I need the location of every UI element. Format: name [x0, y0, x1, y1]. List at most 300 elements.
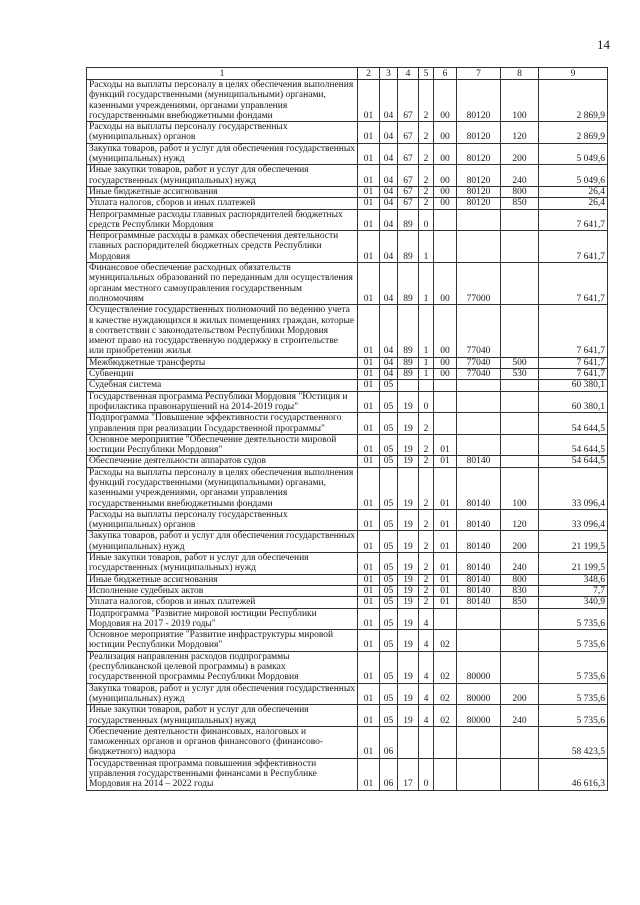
section-code: 01 — [358, 186, 380, 197]
section-code: 01 — [358, 305, 380, 357]
program-code: 17 — [398, 758, 419, 790]
amount: 340,9 — [539, 597, 608, 608]
amount: 5 735,6 — [539, 630, 608, 652]
expense-type-code: 530 — [501, 369, 539, 380]
table-row — [87, 509, 608, 531]
program-code: 67 — [398, 165, 419, 187]
amount: 21 199,5 — [539, 553, 608, 575]
program-code: 19 — [398, 391, 419, 413]
subprogram-code: 1 — [419, 369, 434, 380]
event-code: 01 — [434, 434, 457, 456]
direction-code: 80140 — [457, 574, 501, 585]
subsection-code: 05 — [380, 705, 398, 727]
subprogram-code: 2 — [419, 509, 434, 531]
direction-code — [457, 758, 501, 790]
program-code: 19 — [398, 608, 419, 630]
subsection-code: 05 — [380, 456, 398, 467]
section-code: 01 — [358, 585, 380, 596]
expense-type-code: 100 — [501, 80, 539, 122]
expense-type-code — [501, 608, 539, 630]
subsection-code: 05 — [380, 434, 398, 456]
amount: 60 380,1 — [539, 391, 608, 413]
table-row — [87, 531, 608, 553]
column-header: 7 — [457, 68, 501, 80]
subprogram-code: 4 — [419, 683, 434, 705]
amount: 2 869,9 — [539, 122, 608, 144]
event-code: 02 — [434, 630, 457, 652]
amount: 26,4 — [539, 186, 608, 197]
direction-code: 77000 — [457, 263, 501, 305]
subsection-code: 05 — [380, 509, 398, 531]
section-code: 01 — [358, 198, 380, 209]
event-code — [434, 413, 457, 435]
subprogram-code: 1 — [419, 357, 434, 368]
subsection-code: 05 — [380, 651, 398, 683]
table-row — [87, 434, 608, 456]
program-code — [398, 380, 419, 391]
section-code: 01 — [358, 357, 380, 368]
subsection-code: 05 — [380, 553, 398, 575]
subprogram-code: 2 — [419, 531, 434, 553]
amount: 58 423,5 — [539, 726, 608, 758]
amount: 7 641,7 — [539, 263, 608, 305]
amount: 33 096,4 — [539, 467, 608, 509]
expense-type-code: 120 — [501, 122, 539, 144]
program-code: 19 — [398, 705, 419, 727]
program-code: 19 — [398, 683, 419, 705]
subsection-code: 05 — [380, 630, 398, 652]
direction-code: 80120 — [457, 198, 501, 209]
event-code — [434, 726, 457, 758]
subsection-code: 05 — [380, 467, 398, 509]
table-row — [87, 305, 608, 357]
expense-type-code: 200 — [501, 143, 539, 165]
row-name: Закупка товаров, работ и услуг для обеспечения государственных (муниципальных) нужд — [87, 143, 358, 165]
direction-code: 80140 — [457, 597, 501, 608]
subprogram-code — [419, 380, 434, 391]
section-code: 01 — [358, 574, 380, 585]
program-code: 67 — [398, 198, 419, 209]
amount: 7 641,7 — [539, 209, 608, 231]
expense-type-code: 800 — [501, 574, 539, 585]
subprogram-code: 2 — [419, 165, 434, 187]
direction-code: 77040 — [457, 305, 501, 357]
amount: 21 199,5 — [539, 531, 608, 553]
program-code: 19 — [398, 434, 419, 456]
table-row — [87, 726, 608, 758]
row-name: Иные закупки товаров, работ и услуг для обеспечения государственных (муниципальных) нужд — [87, 165, 358, 187]
subprogram-code: 2 — [419, 434, 434, 456]
direction-code: 80120 — [457, 186, 501, 197]
section-code: 01 — [358, 165, 380, 187]
amount: 54 644,5 — [539, 434, 608, 456]
subprogram-code: 1 — [419, 305, 434, 357]
row-name: Уплата налогов, сборов и иных платежей — [87, 597, 358, 608]
column-header: 8 — [501, 68, 539, 80]
subsection-code: 05 — [380, 597, 398, 608]
event-code: 00 — [434, 263, 457, 305]
table-row — [87, 122, 608, 144]
subsection-code: 04 — [380, 165, 398, 187]
section-code: 01 — [358, 608, 380, 630]
subprogram-code: 2 — [419, 574, 434, 585]
expense-type-code — [501, 231, 539, 263]
program-code: 67 — [398, 80, 419, 122]
amount: 54 644,5 — [539, 456, 608, 467]
event-code — [434, 380, 457, 391]
table-row — [87, 380, 608, 391]
program-code: 19 — [398, 651, 419, 683]
program-code: 89 — [398, 209, 419, 231]
subprogram-code: 2 — [419, 456, 434, 467]
subsection-code: 04 — [380, 209, 398, 231]
row-name: Подпрограмма "Развитие мировой юстиции Республики Мордовия на 2017 - 2019 годы" — [87, 608, 358, 630]
direction-code: 80120 — [457, 122, 501, 144]
section-code: 01 — [358, 531, 380, 553]
subprogram-code: 4 — [419, 651, 434, 683]
table-row — [87, 705, 608, 727]
expense-type-code: 830 — [501, 585, 539, 596]
amount: 5 735,6 — [539, 651, 608, 683]
expense-type-code — [501, 305, 539, 357]
table-row — [87, 456, 608, 467]
column-header: 3 — [380, 68, 398, 80]
program-code: 89 — [398, 263, 419, 305]
subprogram-code: 2 — [419, 413, 434, 435]
direction-code: 80140 — [457, 456, 501, 467]
event-code: 01 — [434, 456, 457, 467]
table-row — [87, 608, 608, 630]
subsection-code: 04 — [380, 231, 398, 263]
expense-type-code — [501, 391, 539, 413]
expense-type-code — [501, 726, 539, 758]
amount: 348,6 — [539, 574, 608, 585]
subsection-code: 05 — [380, 683, 398, 705]
row-name: Судебная система — [87, 380, 358, 391]
direction-code: 80000 — [457, 705, 501, 727]
subprogram-code: 0 — [419, 758, 434, 790]
column-header: 9 — [539, 68, 608, 80]
section-code: 01 — [358, 509, 380, 531]
expense-type-code: 500 — [501, 357, 539, 368]
program-code: 89 — [398, 369, 419, 380]
expense-type-code — [501, 413, 539, 435]
event-code: 00 — [434, 357, 457, 368]
direction-code: 80120 — [457, 143, 501, 165]
section-code: 01 — [358, 705, 380, 727]
subprogram-code: 4 — [419, 705, 434, 727]
event-code — [434, 391, 457, 413]
event-code: 01 — [434, 585, 457, 596]
program-code: 19 — [398, 413, 419, 435]
row-name: Государственная программа Республики Мордовия "Юстиция и профилактика правонарушений на 2014-2019 годы" — [87, 391, 358, 413]
direction-code: 80120 — [457, 80, 501, 122]
direction-code: 80120 — [457, 165, 501, 187]
program-code: 67 — [398, 186, 419, 197]
section-code: 01 — [358, 122, 380, 144]
program-code: 89 — [398, 305, 419, 357]
table-row — [87, 80, 608, 122]
event-code: 00 — [434, 369, 457, 380]
event-code: 01 — [434, 574, 457, 585]
subprogram-code: 4 — [419, 630, 434, 652]
section-code: 01 — [358, 434, 380, 456]
row-name: Закупка товаров, работ и услуг для обеспечения государственных (муниципальных) нужд — [87, 683, 358, 705]
subsection-code: 05 — [380, 380, 398, 391]
subprogram-code: 2 — [419, 585, 434, 596]
table-header-row — [87, 68, 608, 80]
row-name: Закупка товаров, работ и услуг для обеспечения государственных (муниципальных) нужд — [87, 531, 358, 553]
direction-code — [457, 380, 501, 391]
section-code: 01 — [358, 651, 380, 683]
direction-code — [457, 726, 501, 758]
subsection-code: 05 — [380, 574, 398, 585]
program-code: 89 — [398, 357, 419, 368]
amount: 7 641,7 — [539, 369, 608, 380]
row-name: Иные бюджетные ассигнования — [87, 186, 358, 197]
event-code: 00 — [434, 143, 457, 165]
subsection-code: 04 — [380, 357, 398, 368]
subsection-code: 04 — [380, 198, 398, 209]
column-header: 5 — [419, 68, 434, 80]
direction-code — [457, 630, 501, 652]
column-header: 1 — [87, 68, 358, 80]
table-row — [87, 209, 608, 231]
program-code: 19 — [398, 467, 419, 509]
direction-code: 77040 — [457, 357, 501, 368]
subsection-code: 04 — [380, 369, 398, 380]
subsection-code: 06 — [380, 758, 398, 790]
column-header: 4 — [398, 68, 419, 80]
expense-type-code: 800 — [501, 186, 539, 197]
expense-type-code: 200 — [501, 683, 539, 705]
subprogram-code: 2 — [419, 122, 434, 144]
direction-code: 80140 — [457, 531, 501, 553]
event-code: 01 — [434, 553, 457, 575]
row-name: Обеспечение деятельности аппаратов судов — [87, 456, 358, 467]
subprogram-code: 2 — [419, 80, 434, 122]
direction-code: 80140 — [457, 585, 501, 596]
program-code: 19 — [398, 509, 419, 531]
subprogram-code: 2 — [419, 143, 434, 165]
column-header: 2 — [358, 68, 380, 80]
subprogram-code: 0 — [419, 391, 434, 413]
table-row — [87, 585, 608, 596]
event-code: 02 — [434, 683, 457, 705]
event-code: 01 — [434, 509, 457, 531]
program-code: 19 — [398, 574, 419, 585]
expense-type-code: 200 — [501, 531, 539, 553]
table-row — [87, 413, 608, 435]
direction-code: 80140 — [457, 467, 501, 509]
subsection-code: 04 — [380, 263, 398, 305]
section-code: 01 — [358, 683, 380, 705]
table-row — [87, 143, 608, 165]
page-number: 14 — [597, 37, 610, 52]
row-name: Осуществление государственных полномочий по ведению учета в качестве нуждающихся в жилых помещениях граждан, которые в соответствии с законодательством Республики Мордовия имеют право на государственную поддержку в строительстве или приобретении жилья — [87, 305, 358, 357]
table-row — [87, 574, 608, 585]
subsection-code: 04 — [380, 305, 398, 357]
program-code: 19 — [398, 456, 419, 467]
subsection-code: 06 — [380, 726, 398, 758]
amount: 2 869,9 — [539, 80, 608, 122]
expense-type-code: 240 — [501, 553, 539, 575]
amount: 5 049,6 — [539, 143, 608, 165]
expense-type-code: 240 — [501, 165, 539, 187]
amount: 5 735,6 — [539, 608, 608, 630]
row-name: Непрограммные расходы главных распорядителей бюджетных средств Республики Мордовия — [87, 209, 358, 231]
table-row — [87, 186, 608, 197]
table-row — [87, 198, 608, 209]
subprogram-code — [419, 726, 434, 758]
expense-type-code — [501, 209, 539, 231]
event-code — [434, 758, 457, 790]
event-code: 01 — [434, 597, 457, 608]
amount: 5 049,6 — [539, 165, 608, 187]
expense-type-code: 850 — [501, 198, 539, 209]
amount: 60 380,1 — [539, 380, 608, 391]
direction-code — [457, 608, 501, 630]
section-code: 01 — [358, 597, 380, 608]
row-name: Расходы на выплаты персоналу в целях обеспечения выполнения функций государственными (муниципальными) органами, казенными учреждениями, органами управления государственными внебюджетными фондами — [87, 80, 358, 122]
program-code: 19 — [398, 597, 419, 608]
subprogram-code: 2 — [419, 553, 434, 575]
event-code: 02 — [434, 705, 457, 727]
subsection-code: 04 — [380, 186, 398, 197]
row-name: Государственная программа повышения эффективности управления государственными финансами в Республике Мордовия на 2014 – 2022 годы — [87, 758, 358, 790]
subsection-code: 05 — [380, 608, 398, 630]
amount: 26,4 — [539, 198, 608, 209]
row-name: Расходы на выплаты персоналу государственных (муниципальных) органов — [87, 122, 358, 144]
row-name: Иные закупки товаров, работ и услуг для обеспечения государственных (муниципальных) нужд — [87, 705, 358, 727]
direction-code — [457, 434, 501, 456]
expense-type-code: 240 — [501, 705, 539, 727]
event-code: 00 — [434, 186, 457, 197]
subprogram-code: 2 — [419, 467, 434, 509]
amount: 7 641,7 — [539, 357, 608, 368]
table-row — [87, 231, 608, 263]
event-code: 00 — [434, 80, 457, 122]
section-code: 01 — [358, 726, 380, 758]
program-code — [398, 726, 419, 758]
amount: 7,7 — [539, 585, 608, 596]
expense-type-code — [501, 758, 539, 790]
row-name: Финансовое обеспечение расходных обязательств муниципальных образований по переданным для осуществления органам местного самоуправления государственным полномочиям — [87, 263, 358, 305]
section-code: 01 — [358, 380, 380, 391]
section-code: 01 — [358, 467, 380, 509]
event-code: 00 — [434, 198, 457, 209]
event-code: 00 — [434, 165, 457, 187]
row-name: Расходы на выплаты персоналу в целях обеспечения выполнения функций государственными (муниципальными) органами, казенными учреждениями, органами управления государственными внебюджетными фондами — [87, 467, 358, 509]
amount: 46 616,3 — [539, 758, 608, 790]
table-row — [87, 758, 608, 790]
subprogram-code: 4 — [419, 608, 434, 630]
direction-code — [457, 391, 501, 413]
table-row — [87, 391, 608, 413]
row-name: Обеспечение деятельности финансовых, налоговых и таможенных органов и органов финансового (финансово-бюджетного) надзора — [87, 726, 358, 758]
table-row — [87, 263, 608, 305]
expense-type-code — [501, 263, 539, 305]
table-row — [87, 651, 608, 683]
direction-code: 80140 — [457, 509, 501, 531]
event-code — [434, 209, 457, 231]
event-code — [434, 608, 457, 630]
amount: 5 735,6 — [539, 705, 608, 727]
table-row — [87, 357, 608, 368]
event-code: 01 — [434, 467, 457, 509]
amount: 7 641,7 — [539, 231, 608, 263]
row-name: Реализация направления расходов подпрограммы (республиканской целевой программы) в рамках государственной программы Республики Мордовия — [87, 651, 358, 683]
direction-code — [457, 209, 501, 231]
event-code: 00 — [434, 305, 457, 357]
expense-type-code — [501, 380, 539, 391]
program-code: 89 — [398, 231, 419, 263]
section-code: 01 — [358, 391, 380, 413]
subprogram-code: 2 — [419, 186, 434, 197]
direction-code — [457, 231, 501, 263]
row-name: Основное мероприятие "Развитие инфраструктуры мировой юстиции Республики Мордовия" — [87, 630, 358, 652]
program-code: 19 — [398, 531, 419, 553]
direction-code: 80140 — [457, 553, 501, 575]
row-name: Расходы на выплаты персоналу государственных (муниципальных) органов — [87, 509, 358, 531]
expense-type-code — [501, 651, 539, 683]
program-code: 19 — [398, 553, 419, 575]
section-code: 01 — [358, 630, 380, 652]
expense-type-code: 120 — [501, 509, 539, 531]
section-code: 01 — [358, 369, 380, 380]
subsection-code: 05 — [380, 531, 398, 553]
row-name: Непрограммные расходы в рамках обеспечения деятельности главных распорядителей бюджетных средств Республики Мордовия — [87, 231, 358, 263]
subprogram-code: 1 — [419, 231, 434, 263]
column-header: 6 — [434, 68, 457, 80]
event-code: 02 — [434, 651, 457, 683]
subsection-code: 04 — [380, 143, 398, 165]
amount: 5 735,6 — [539, 683, 608, 705]
section-code: 01 — [358, 413, 380, 435]
program-code: 19 — [398, 630, 419, 652]
subprogram-code: 2 — [419, 597, 434, 608]
row-name: Подпрограмма "Повышение эффективности государственного управления при реализации Государственной программы" — [87, 413, 358, 435]
direction-code: 77040 — [457, 369, 501, 380]
program-code: 67 — [398, 143, 419, 165]
expense-type-code — [501, 434, 539, 456]
event-code: 01 — [434, 531, 457, 553]
subprogram-code: 0 — [419, 209, 434, 231]
row-name: Иные бюджетные ассигнования — [87, 574, 358, 585]
row-name: Исполнение судебных актов — [87, 585, 358, 596]
event-code — [434, 231, 457, 263]
row-name: Межбюджетные трансферты — [87, 357, 358, 368]
expense-type-code — [501, 456, 539, 467]
expense-type-code — [501, 630, 539, 652]
table-row — [87, 683, 608, 705]
subsection-code: 05 — [380, 413, 398, 435]
section-code: 01 — [358, 553, 380, 575]
amount: 7 641,7 — [539, 305, 608, 357]
table-row — [87, 165, 608, 187]
table-row — [87, 597, 608, 608]
row-name: Уплата налогов, сборов и иных платежей — [87, 198, 358, 209]
section-code: 01 — [358, 209, 380, 231]
subprogram-code: 2 — [419, 198, 434, 209]
table-row — [87, 467, 608, 509]
subsection-code: 04 — [380, 122, 398, 144]
subsection-code: 05 — [380, 585, 398, 596]
section-code: 01 — [358, 263, 380, 305]
section-code: 01 — [358, 80, 380, 122]
section-code: 01 — [358, 758, 380, 790]
program-code: 19 — [398, 585, 419, 596]
